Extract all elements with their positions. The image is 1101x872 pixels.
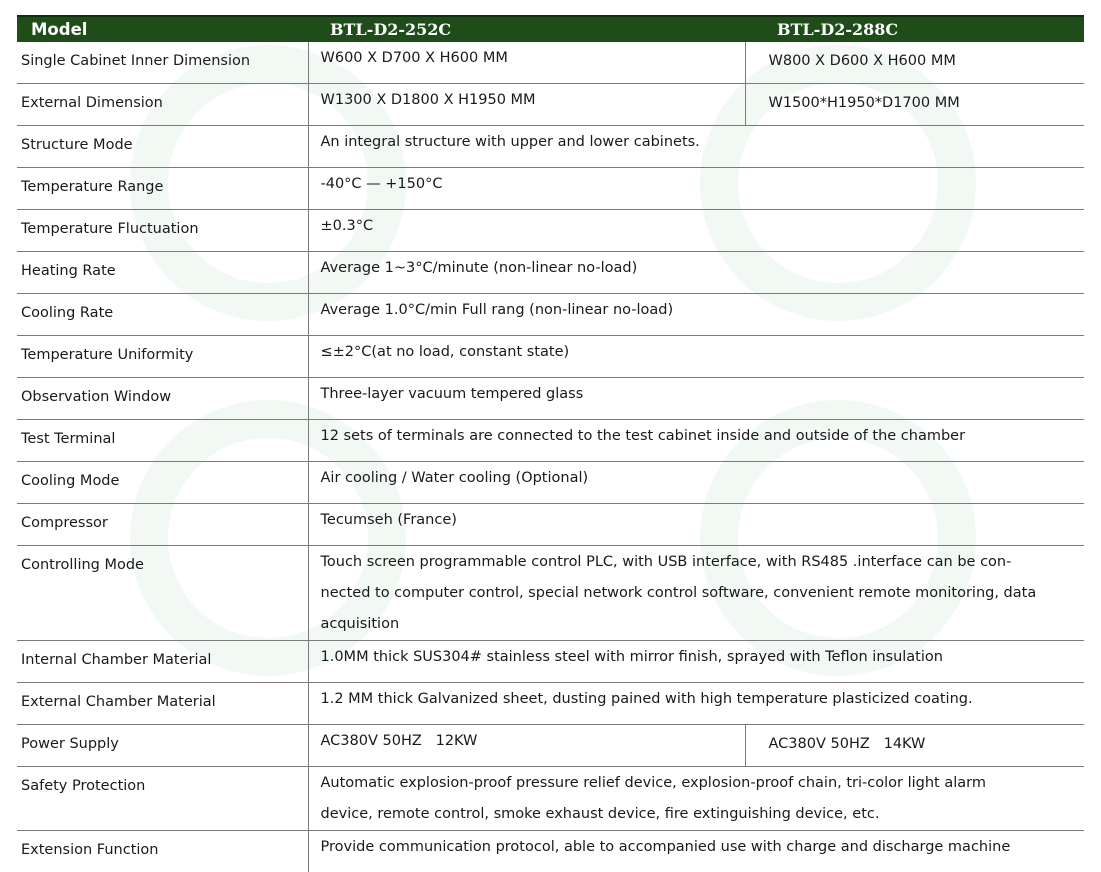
header-model-label: Model	[17, 16, 308, 42]
spec-table	[17, 15, 1084, 872]
table-row	[17, 462, 1084, 504]
row-label: Observation Window	[17, 378, 308, 420]
header-model-a: BTL-D2-252C	[308, 16, 745, 42]
row-value-line: Automatic explosion-proof pressure relief device, explosion-proof chain, tri-color light alarm	[321, 768, 1085, 799]
row-value: ±0.3°C	[308, 210, 1084, 252]
table-header	[17, 16, 1084, 42]
row-label: Single Cabinet Inner Dimension	[17, 42, 308, 84]
table-row	[17, 504, 1084, 546]
row-label: Safety Protection	[17, 767, 308, 831]
row-label: External Dimension	[17, 84, 308, 126]
row-value: Average 1.0°C/min Full rang (non-linear no-load)	[308, 294, 1084, 336]
row-label: Temperature Uniformity	[17, 336, 308, 378]
table-row	[17, 641, 1084, 683]
row-label: Temperature Range	[17, 168, 308, 210]
row-value: ≤±2°C(at no load, constant state)	[308, 336, 1084, 378]
table-row	[17, 378, 1084, 420]
table-row	[17, 126, 1084, 168]
row-value-b: W800 X D600 X H600 MM	[745, 42, 1084, 84]
row-label: Compressor	[17, 504, 308, 546]
row-value-line: Touch screen programmable control PLC, with USB interface, with RS485 .interface can be con-	[321, 547, 1085, 578]
row-value: Air cooling / Water cooling (Optional)	[308, 462, 1084, 504]
table-row	[17, 725, 1084, 767]
table-row	[17, 336, 1084, 378]
row-value: 12 sets of terminals are connected to the test cabinet inside and outside of the chamber	[308, 420, 1084, 462]
row-value-a: W1300 X D1800 X H1950 MM	[308, 84, 745, 126]
row-value: -40°C — +150°C	[308, 168, 1084, 210]
table-row	[17, 546, 1084, 641]
row-label: Cooling Rate	[17, 294, 308, 336]
table-row	[17, 210, 1084, 252]
row-label: Cooling Mode	[17, 462, 308, 504]
row-value-line: device, remote control, smoke exhaust device, fire extinguishing device, etc.	[321, 799, 1085, 830]
row-value: Three-layer vacuum tempered glass	[308, 378, 1084, 420]
table-row	[17, 42, 1084, 84]
row-value: 1.2 MM thick Galvanized sheet, dusting pained with high temperature plasticized coating.	[308, 683, 1084, 725]
table-row	[17, 252, 1084, 294]
row-value	[308, 767, 1084, 831]
row-label: Heating Rate	[17, 252, 308, 294]
row-label: Temperature Fluctuation	[17, 210, 308, 252]
row-value-line: nected to computer control, special network control software, convenient remote monitoring, data	[321, 578, 1085, 609]
row-value	[308, 546, 1084, 641]
row-label: Test Terminal	[17, 420, 308, 462]
table-row	[17, 168, 1084, 210]
table-row	[17, 420, 1084, 462]
row-label: Power Supply	[17, 725, 308, 767]
table-row	[17, 294, 1084, 336]
row-label: Structure Mode	[17, 126, 308, 168]
table-row	[17, 683, 1084, 725]
row-value-a: W600 X D700 X H600 MM	[308, 42, 745, 84]
table-row	[17, 84, 1084, 126]
header-model-b: BTL-D2-288C	[745, 16, 1084, 42]
table-row	[17, 831, 1084, 872]
row-label: Internal Chamber Material	[17, 641, 308, 683]
table-row	[17, 767, 1084, 831]
row-value-line: acquisition	[321, 609, 1085, 640]
row-value-b: W1500*H1950*D1700 MM	[745, 84, 1084, 126]
row-value: Tecumseh (France)	[308, 504, 1084, 546]
row-label: Controlling Mode	[17, 546, 308, 641]
row-value: 1.0MM thick SUS304# stainless steel with mirror finish, sprayed with Teflon insulation	[308, 641, 1084, 683]
row-value-b: AC380V 50HZ 14KW	[745, 725, 1084, 767]
row-value: Provide communication protocol, able to accompanied use with charge and discharge machine	[308, 831, 1084, 872]
row-label: External Chamber Material	[17, 683, 308, 725]
row-value: Average 1~3°C/minute (non-linear no-load)	[308, 252, 1084, 294]
row-label: Extension Function	[17, 831, 308, 872]
row-value: An integral structure with upper and lower cabinets.	[308, 126, 1084, 168]
row-value-a: AC380V 50HZ 12KW	[308, 725, 745, 767]
